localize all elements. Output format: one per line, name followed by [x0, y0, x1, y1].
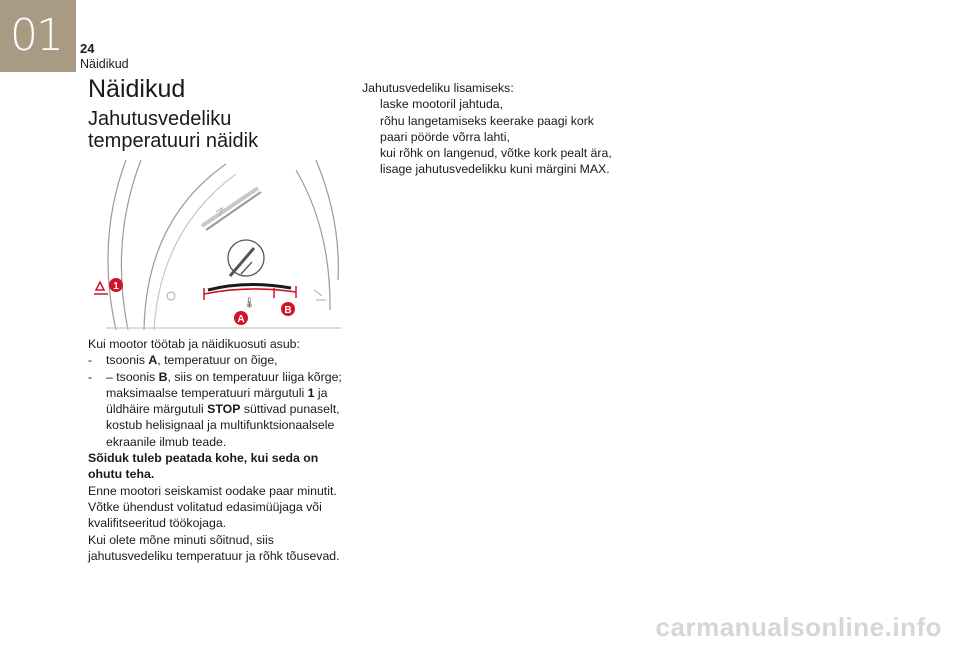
callout-1	[109, 278, 123, 292]
body-text: kvalifitseeritud töökojaga.	[88, 516, 227, 531]
chapter-tab	[0, 0, 76, 72]
step-item: lisage jahutusvedelikku kuni märgini MAX.	[362, 161, 652, 177]
dial-icons	[167, 208, 326, 300]
step-item: kui rõhk on langenud, võtke kork pealt ära,	[362, 145, 652, 161]
callout-b	[281, 302, 295, 316]
running-head: Näidikud	[80, 57, 129, 71]
warning-lamp-icon	[94, 282, 108, 294]
chapter-number: 01	[10, 10, 62, 61]
thermometer-needle-icon	[228, 240, 264, 276]
watermark: carmanualsonline.info	[655, 612, 942, 642]
check-icon	[362, 161, 380, 177]
svg-text:A: A	[237, 314, 245, 325]
body-text: jahutusvedeliku temperatuur ja rõhk tõusevad.	[88, 548, 340, 563]
svg-text:B: B	[284, 305, 292, 316]
steps-intro: Jahutusvedeliku lisamiseks:	[362, 81, 514, 95]
page-number: 24	[80, 41, 95, 56]
page-title: Näidikud	[88, 75, 186, 103]
intro-text: Kui mootor töötab ja näidikuosuti asub:	[88, 337, 300, 351]
body-text: Võtke ühendust volitatud edasimüüjaga või	[88, 499, 322, 514]
body-text: Enne mootori seiskamist oodake paar minutit.	[88, 483, 337, 498]
section-title: Jahutusvedeliku temperatuuri näidik	[88, 108, 259, 152]
warning-text: Sõiduk tuleb peatada kohe, kui seda on	[88, 451, 319, 466]
right-column	[362, 80, 652, 178]
step-item: laske mootoril jahtuda,	[362, 96, 652, 112]
callout-a	[234, 311, 248, 325]
svg-text:1: 1	[113, 281, 119, 292]
svg-text:🌡: 🌡	[243, 298, 256, 309]
body-text: Kui olete mõne minuti sõitnud, siis	[88, 532, 274, 547]
left-column	[88, 336, 350, 564]
step-item: rõhu langetamiseks keerake paagi kork paari pöörde võrra lahti,	[362, 113, 652, 146]
check-icon	[362, 113, 380, 146]
list-item: - – tsoonis B, siis on temperatuur liiga kõrge; maksimaalse temperatuuri märgutuli 1 ja üldhäire märgutuli STOP süttivad punaselt, kostub helisignaal ja multifunktsionaalsele ekraanile ilmub teade.	[88, 369, 342, 449]
list-item: - tsoonis A, temperatuur on õige,	[88, 353, 278, 368]
warning-text: ohutu teha.	[88, 467, 155, 482]
coolant-gauge-figure	[86, 160, 341, 330]
check-icon	[362, 96, 380, 112]
check-icon	[362, 145, 380, 161]
